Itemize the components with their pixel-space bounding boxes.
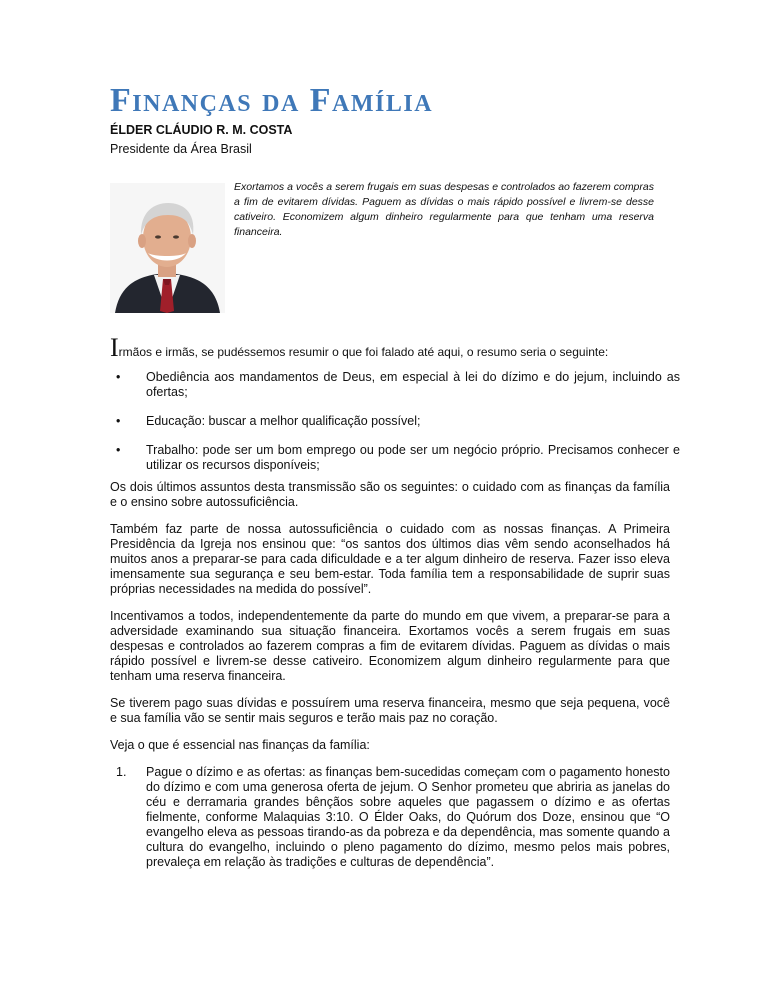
bullet-icon: • [116, 370, 121, 384]
list-number: 1. [116, 765, 127, 779]
body-text [110, 480, 670, 870]
paragraph: Veja o que é essencial nas finanças da família: [110, 738, 370, 752]
author-role: Presidente da Área Brasil [110, 142, 252, 156]
paragraph: Os dois últimos assuntos desta transmissão são os seguintes: o cuidado com as finanças da família e o ensino sobre autossuficiência. [110, 480, 670, 509]
intro-text: rmãos e irmãs, se pudéssemos resumir o que foi falado até aqui, o resumo seria o seguinte: [118, 345, 609, 359]
drop-cap: I [110, 333, 119, 362]
list-item-text: Obediência aos mandamentos de Deus, em especial à lei do dízimo e do jejum, incluindo as ofertas; [146, 370, 680, 399]
list-item [110, 765, 670, 870]
list-item [110, 443, 680, 473]
list-item-text: Pague o dízimo e as ofertas: as finanças bem-sucedidas começam com o pagamento honesto do dízimo e com uma generosa oferta de jejum. O Senhor prometeu que abriria as janelas do céu e derramaria grandes bênçãos sobre aqueles que pagassem o dízimo e as ofertas fielmente, conforme Malaquias 3:10. O Élder Oaks, do Quórum dos Doze, ensinou que “O evangelho eleva as pessoas tirando-as da pobreza e da dependência, mas somente quando a cultura do evangelho, incluindo o pleno pagamento do dízimo, mesmo pelos mais pobres, prevaleça em relação às tradições e culturas de dependência”. [146, 765, 670, 869]
bullet-icon: • [116, 414, 121, 428]
paragraph: Incentivamos a todos, independentemente da parte do mundo em que vivem, a preparar-se para a adversidade examinando sua situação financeira. Exortamos vocês a serem frugais em suas despesas e controlados ao fazerem compras a fim de evitarem dívidas. Paguem as dívidas o mais rápido possível e livrem-se desse cativeiro. Economizem algum dinheiro regularmente para que tenham uma reserva financeira. [110, 609, 670, 683]
list-item [110, 414, 680, 429]
bullet-list [110, 370, 680, 487]
intro-paragraph [110, 333, 670, 363]
list-item [110, 370, 680, 400]
page-title: Finanças da Família [110, 82, 434, 119]
numbered-list [110, 765, 670, 870]
list-item-text: Trabalho: pode ser um bom emprego ou pode ser um negócio próprio. Precisamos conhecer e utilizar os recursos disponíveis; [146, 443, 680, 472]
bullet-icon: • [116, 443, 121, 457]
list-item-text: Educação: buscar a melhor qualificação possível; [146, 414, 421, 428]
paragraph: Se tiverem pago suas dívidas e possuírem uma reserva financeira, mesmo que seja pequena, você e sua família vão se sentir mais seguros e terão mais paz no coração. [110, 696, 670, 725]
author-photo [110, 183, 225, 313]
paragraph: Também faz parte de nossa autossuficiência o cuidado com as nossas finanças. A Primeira Presidência da Igreja nos ensinou que: “os santos dos últimos dias vêm sendo aconselhados há muitos anos a preparar-se para cada dificuldade e a ter algum dinheiro de reserva. Fazer isso eleva imensamente sua segurança e seu bem-estar. Toda família tem a responsabilidade de suprir suas próprias necessidades na medida do possível”. [110, 522, 670, 596]
portrait-image [110, 183, 225, 313]
pull-quote: Exortamos a vocês a serem frugais em suas despesas e controlados ao fazerem compras a fim de evitarem dívidas. Paguem as dívidas o mais rápido possível e livrem-se desse cativeiro. Economizem algum dinheiro regularmente para que tenham uma reserva financeira. [234, 181, 654, 238]
author-name: ÉLDER CLÁUDIO R. M. COSTA [110, 123, 293, 137]
